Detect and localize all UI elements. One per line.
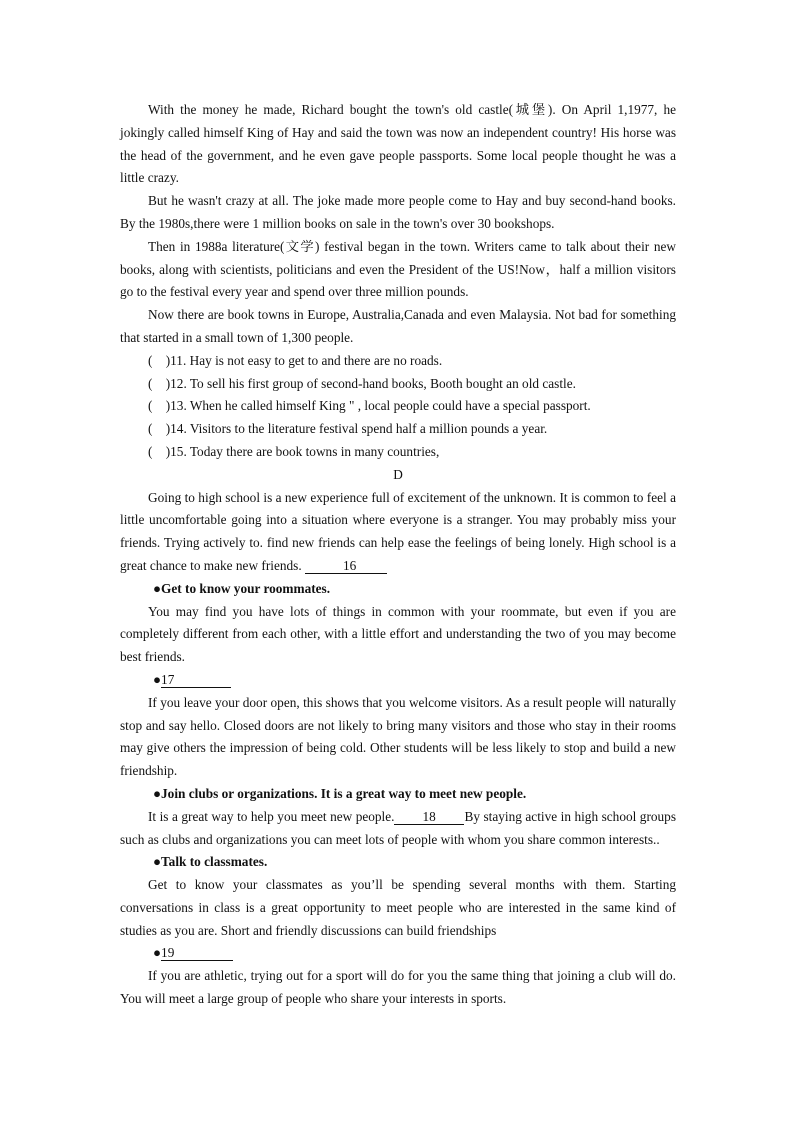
intro-paragraph	[120, 487, 676, 578]
blank-17-number: 17	[161, 671, 175, 687]
question-14: ( )14. Visitors to the literature festival spend half a million pounds a year.	[148, 421, 548, 437]
bullet-classmates: ●Talk to classmates.	[153, 854, 268, 870]
passage-paragraph: But he wasn't crazy at all. The joke made more people come to Hay and buy second-hand books. By the 1980s,there were 1 million books on sale in the town's over 30 bookshops.	[120, 193, 676, 231]
passage-paragraph: Now there are book towns in Europe, Australia,Canada and even Malaysia. Not bad for something that started in a small town of 1,300 people.	[120, 307, 676, 345]
document-content	[120, 99, 676, 1011]
blank-18-number: 18	[422, 808, 436, 824]
sport-paragraph: If you are athletic, trying out for a sport will do for you the same thing that joining a club will do. You will meet a large group of people who share your interests in sports.	[120, 968, 676, 1007]
bullet-19	[120, 942, 676, 965]
blank-17	[161, 672, 231, 688]
question-15: ( )15. Today there are book towns in many countries,	[148, 443, 440, 459]
clubs-text-a: It is a great way to help you meet new people.	[148, 808, 395, 824]
door-paragraph: If you leave your door open, this shows that you welcome visitors. As a result people will naturally stop and say hello. Closed doors are not likely to bring many visitors and those who stay in their rooms may give others the impression of being cold. Other students will be less likely to stop and build a new friendship.	[120, 694, 676, 779]
intro-text: Going to high school is a new experience full of excitement of the unknown. It is common to feel a little uncomfortable going into a situation where everyone is a stranger. You may probably miss your friends. Trying actively to. find new friends can help ease the feelings of being lonely. High school is a great chance to make new friends.	[120, 489, 676, 573]
blank-19	[161, 945, 233, 961]
blank-16	[305, 558, 387, 574]
roommates-paragraph: You may find you have lots of things in common with your roommate, but even if you are completely different from each other, with a little effort and understanding the two of you may become best friends.	[120, 603, 676, 665]
section-heading: D	[393, 466, 403, 482]
bullet-17-dot: ●	[153, 671, 162, 687]
bullet-roommates: ●Get to know your roommates.	[153, 580, 331, 596]
classmates-paragraph: Get to know your classmates as you’ll be spending several months with them. Starting conversations in class is a great opportunity to meet people who are interested in the same kind of studies as you are. Short and friendly discussions can build friendships	[120, 877, 676, 938]
clubs-text-b: By staying active in high school groups such as clubs and organizations you can meet lots of people with whom you share common interests..	[120, 808, 676, 847]
blank-18	[394, 809, 464, 825]
passage-paragraph: Then in 1988a literature(文学) festival began in the town. Writers came to talk about their new books, along with scientists, politicians and even the President of the US!Now，half a million visitors go to the festival every year and spend over three million pounds.	[120, 238, 676, 300]
question-13: ( )13. When he called himself King " , local people could have a special passport.	[148, 398, 591, 414]
clubs-paragraph	[120, 806, 676, 852]
bullet-19-dot: ●	[153, 945, 162, 961]
bullet-17	[120, 669, 676, 692]
passage-paragraph: With the money he made, Richard bought the town's old castle(城堡). On April 1,1977, he jokingly called himself King of Hay and said the town was now an independent country! His horse was the head of the government, and he even gave people passports. Some local people thought he was a little crazy.	[120, 102, 676, 186]
question-11: ( )11. Hay is not easy to get to and there are no roads.	[148, 352, 443, 368]
bullet-clubs: ●Join clubs or organizations. It is a great way to meet new people.	[153, 785, 527, 801]
blank-19-number: 19	[161, 945, 175, 961]
blank-16-number: 16	[342, 557, 357, 573]
question-12: ( )12. To sell his first group of second-hand books, Booth bought an old castle.	[148, 375, 576, 391]
